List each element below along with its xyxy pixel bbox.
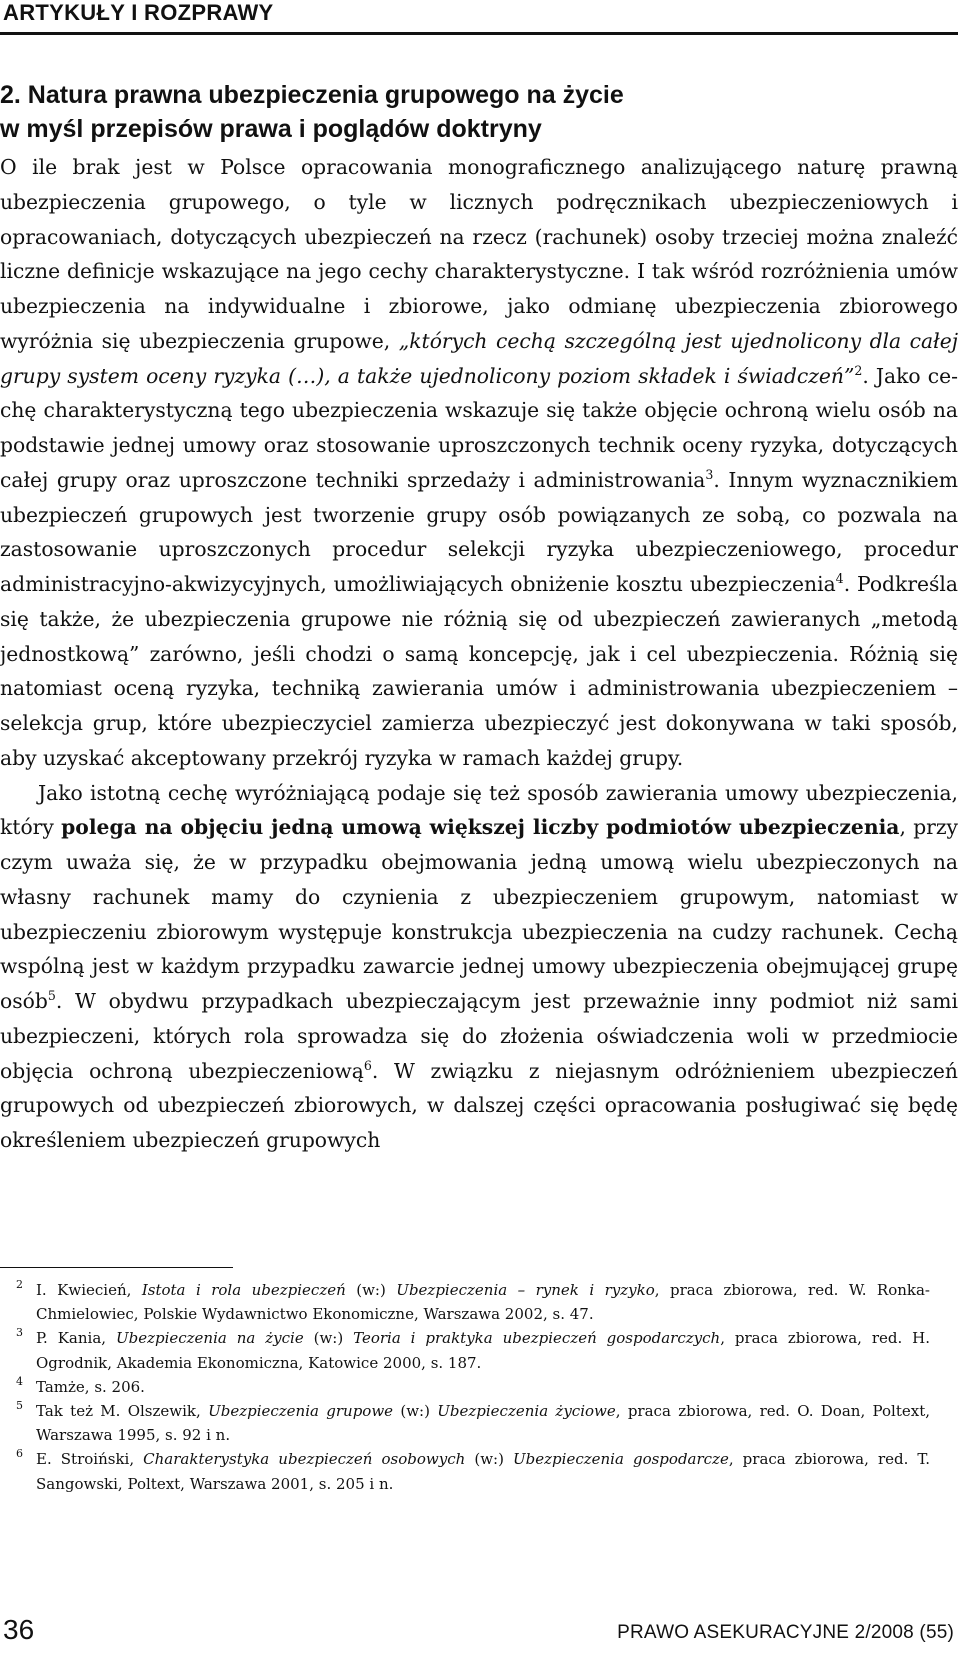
footnote-number: 6 xyxy=(16,1447,23,1461)
footnote-in: (w:) xyxy=(465,1450,514,1469)
footnote-2 xyxy=(0,1278,930,1326)
p1-text-1: O ile brak jest w Polsce opracowania monograficznego analizującego naturę prawną ubezpieczenia grupowego, o tyle w licznych podręcznikach ubezpieczeniowych i opracowaniach, dotyczących ubezpieczeń na rzecz (rachunek) osoby trzeciej można znaleźć liczne definicje wskazujące na jego cechy charakterystyczne. I tak wśród rozróżnienia umów ubezpieczenia na indywidualne i zbiorowe, jako odmianę ubezpieczenia zbiorowego wyróżnia się ubezpieczenia grupowe, xyxy=(0,155,958,353)
footnote-title: Charakterystyka ubezpieczeń osobowych xyxy=(143,1450,466,1469)
section-title-line-2: w myśl przepisów prawa i poglądów doktryny xyxy=(0,115,542,143)
footnote-details: , praca zbiorowa, red. H. Ogrodnik, Akademia Ekonomiczna, Katowice 2000, s. 187. xyxy=(36,1329,930,1372)
footnote-details: , praca zbiorowa, red. W. Ronka-Chmielowiec, Polskie Wydawnictwo Ekonomiczne, Warszawa 2002, s. 47. xyxy=(36,1281,931,1324)
footnote-5 xyxy=(0,1399,930,1447)
footnote-number: 5 xyxy=(16,1399,23,1413)
footnote-4 xyxy=(0,1375,930,1399)
p2-text-1: Jako istotną cechę wyróżniającą podaje się też sposób zawierania umowy ubezpieczenia, który xyxy=(0,780,958,840)
journal-name: PRAWO ASEKURACYJNE 2/2008 (55) xyxy=(617,1622,954,1643)
footnote-book: Ubezpieczenia – rynek i ryzyko xyxy=(396,1281,655,1299)
paragraph-1 xyxy=(0,150,958,776)
section-title-line-1: 2. Natura prawna ubezpieczenia grupowego na życie xyxy=(0,81,624,109)
p1-quote: „których cechą szczególną jest ujednolicony dla całej grupy system oceny ryzyka (…), a także ujednolicony poziom składek i świadczeń” xyxy=(0,328,958,388)
header-rule xyxy=(0,32,958,35)
paragraph-2 xyxy=(0,776,958,1158)
footnote-ref-3: 3 xyxy=(705,466,714,482)
footnote-author: I. Kwiecień, xyxy=(36,1281,142,1299)
footnote-in: (w:) xyxy=(303,1329,354,1348)
footnotes xyxy=(0,1278,930,1496)
p1-text-2: . Jako cechę charakterystyczną tego ubezpieczenia wskazuje się także objęcie ochroną wielu osób na podstawie jednej umowy oraz stosowanie uproszczonych technik oceny ryzyka, dotyczących całej grupy oraz uproszczone techniki sprzedaży i administrowania xyxy=(0,363,958,492)
running-head: ARTYKUŁY I ROZPRAWY xyxy=(3,0,274,25)
footnote-author: E. Stroiński, xyxy=(36,1450,144,1469)
footnote-number: 3 xyxy=(16,1326,23,1340)
footnote-number: 2 xyxy=(16,1278,23,1291)
footnote-text: Tamże, s. 206. xyxy=(36,1377,145,1396)
p2-bold-phrase: polega na objęciu jedną umową większej liczby podmiotów ubezpieczenia xyxy=(61,815,900,840)
footnote-in: (w:) xyxy=(393,1402,438,1421)
footnote-title: Ubezpieczenia grupowe xyxy=(208,1402,394,1421)
section-title xyxy=(0,78,930,146)
footnote-in: (w:) xyxy=(345,1281,397,1299)
p2-text-3: . W obydwu przypadkach ubezpieczającym jest przeważnie inny podmiot niż sami ubezpieczeni, których rola sprowadza się do złożenia oświadczenia woli w przedmiocie objęcia ochroną ubezpieczeniową xyxy=(0,989,958,1083)
footnote-title: Istota i rola ubezpieczeń xyxy=(141,1281,346,1299)
body-text xyxy=(0,150,958,1158)
page-number: 36 xyxy=(3,1614,35,1645)
footnote-author: Tak też M. Olszewik, xyxy=(36,1402,209,1421)
footnote-ref-5: 5 xyxy=(47,988,56,1004)
footnote-number: 4 xyxy=(16,1374,23,1388)
footnote-details: , praca zbiorowa, red. O. Doan, Poltext, Warszawa 1995, s. 92 i n. xyxy=(36,1402,930,1445)
footnote-3 xyxy=(0,1326,930,1374)
footnote-ref-2: 2 xyxy=(854,362,863,378)
footnote-book: Ubezpieczenia gospodarcze xyxy=(513,1450,729,1469)
footnote-book: Ubezpieczenia życiowe xyxy=(437,1402,616,1421)
footnote-book: Teoria i praktyka ubezpieczeń gospodarczych xyxy=(353,1329,721,1348)
footnote-ref-4: 4 xyxy=(835,571,844,587)
footnote-ref-6: 6 xyxy=(363,1057,372,1073)
p2-text-4: . W związku z niejasnym odróżnieniem ubezpieczeń grupowych od ubezpieczeń zbiorowych, w dalszej części opracowania posługiwać się będę określeniem ubezpieczeń grupowych xyxy=(0,1058,958,1152)
footnote-details: , praca zbiorowa, red. T. Sangowski, Poltext, Warszawa 2001, s. 205 i n. xyxy=(36,1450,930,1493)
p2-text-2: , przy czym uważa się, że w przypadku obejmowania jedną umową wielu ubezpieczonych na własny rachunek mamy do czynienia z ubezpieczeniem grupowym, natomiast w ubezpieczeniu zbiorowym występuje konstrukcja ubezpieczenia na cudzy rachunek. Cechą wspólną jest w każdym przypadku zawarcie jednej umowy ubezpieczenia obejmującej grupę osób xyxy=(0,815,959,1013)
footnote-author: P. Kania, xyxy=(36,1329,116,1348)
footnote-title: Ubezpieczenia na życie xyxy=(115,1329,304,1348)
footnote-rule xyxy=(0,1267,233,1268)
p1-text-3: . Innym wyznacznikiem ubezpieczeń grupowych jest tworzenie grupy osób powiązanych ze sobą, co pozwala na zastosowanie uproszczonych procedur selekcji ryzyka ubezpieczeniowego, procedur administracyjno-akwizycyjnych, umożliwiających obniżenie kosztu ubezpieczenia xyxy=(0,467,958,596)
p1-text-4: . Podkreśla się także, że ubezpieczenia grupowe nie różnią się od ubezpieczeń zawieranych „metodą jednostkową” zarówno, jeśli chodzi o samą koncepcję, jak i cel ubezpieczenia. Różnią się natomiast oceną ryzyka, techniką zawierania umów i administrowania ubezpieczeniem – selekcja grup, które ubezpieczyciel zamierza ubezpieczyć jest dokonywana w taki sposób, aby uzyskać akceptowany przekrój ryzyka w ramach każdej grupy. xyxy=(0,572,958,770)
footnote-6 xyxy=(0,1447,930,1495)
